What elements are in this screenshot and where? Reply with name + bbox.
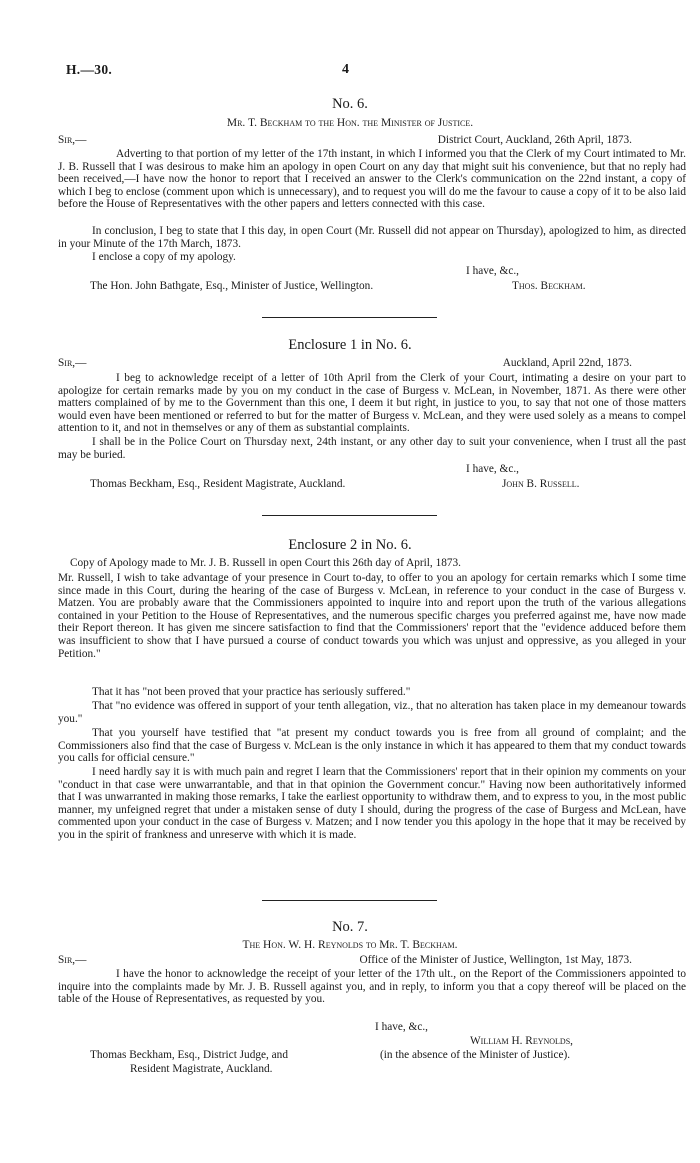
page-number: 4 — [342, 62, 349, 77]
enc1-closing: I have, &c., — [466, 463, 520, 475]
enc2-paragraph-3: That "no evidence was offered in support of your tenth allegation, viz., that no alteration has taken place in my demeanour towards you." — [58, 700, 686, 725]
no7-addressee-line-1: Thomas Beckham, Esq., District Judge, and — [90, 1049, 288, 1061]
enclosure-1-title: Enclosure 1 in No. 6. — [288, 337, 412, 353]
no7-from-label: The Hon. W. H. Reynolds to Mr. T. Beckham. — [242, 939, 458, 951]
no6-title: No. 6. — [332, 96, 368, 112]
no7-salutation: Sir,— — [58, 954, 87, 966]
enc2-paragraph-2: That it has "not been proved that your practice has seriously suffered." — [92, 686, 411, 698]
no6-addressee: The Hon. John Bathgate, Esq., Minister of Justice, Wellington. — [90, 280, 374, 292]
report-reference: H.—30. — [66, 62, 113, 77]
no6-paragraph-3: I enclose a copy of my apology. — [92, 251, 236, 263]
enc2-paragraph-4: That you yourself have testified that "at present my conduct towards you is free from all ground of complaint; and the Commissioners also find that the case of Burgess v. McLean is the only instance in which it has appeared to them that my conduct towards you calls for official censure." — [58, 727, 686, 765]
no6-place-date: District Court, Auckland, 26th April, 1873. — [437, 134, 632, 146]
no7-signature: William H. Reynolds, — [470, 1035, 573, 1047]
no7-paragraph-1: I have the honor to acknowledge the receipt of your letter of the 17th ult., on the Report of the Commissioners appointed to inquire into the complaints made by Mr. J. B. Russell against you, and in reply, to inform you that a copy thereof will be placed on the table of the House of Representatives, as requested by you. — [58, 968, 686, 1006]
no6-paragraph-1: Adverting to that portion of my letter of the 17th instant, in which I informed you that the Clerk of my Court intimated to Mr. J. B. Russell that I was desirous to make him an apology in open Court on any day that might suit his convenience, but that no reply had been received,—I have now the honor to report that I received an answer to the Clerk's communication on the 22nd instant, a copy of which I beg to enclose (comment upon which is unnecessary), and to request you will do me the favour to cause a copy of it to be also laid before the House of Representatives with the other papers and letters connected with this case. — [58, 148, 686, 211]
enc2-paragraph-5: I need hardly say it is with much pain and regret I learn that the Commissioners' report that in their opinion my comments on your "conduct in that case were unwarrantable, and that in that opinion the Government concur." Having now been authoritatively informed that I was unwarranted in making those remarks, I take the earliest opportunity to withdraw them, and to express to you, in the most public manner, my unfeigned regret that under a mistaken sense of duty I should, during the progress of the case of Burgess and McLean, have commented upon your conduct in the case of Burgess v. Matzen; and I now tender you this apology in the hope that it may be received by you in the spirit of frankness and unreserve with which it is made. — [58, 766, 686, 841]
enc1-place-date: Auckland, April 22nd, 1873. — [502, 357, 632, 369]
enclosure-2-title: Enclosure 2 in No. 6. — [288, 537, 412, 553]
enc1-addressee: Thomas Beckham, Esq., Resident Magistrate, Auckland. — [90, 478, 346, 490]
section-divider — [262, 900, 437, 901]
no6-closing: I have, &c., — [466, 265, 520, 277]
no7-closing: I have, &c., — [375, 1021, 429, 1033]
no7-addressee-line-2: Resident Magistrate, Auckland. — [130, 1063, 273, 1075]
enc2-paragraph-1: Mr. Russell, I wish to take advantage of your presence in Court to-day, to offer to you an apology for certain remarks which I some time since made in this Court, during the hearing of the case of Burgess v. McLean, in reference to your conduct in the case of Burgess v. Matzen. You are probably aware that the Commissioners appointed to inquire into and report upon the truth of the various allegations contained in your Petition to the House of Representatives, and the numerous specific charges you preferred against me, have now made their Report thereon. It has given me sincere satisfaction to find that the Commissioners' report that the "evidence adduced before them was insufficient to show that I have pursued a course of conduct towards you which was unjust and oppressive, as you alleged in your Petition." — [58, 572, 686, 660]
no7-place-date: Office of the Minister of Justice, Wellington, 1st May, 1873. — [359, 954, 632, 966]
no7-signature-note: (in the absence of the Minister of Justice). — [380, 1049, 571, 1061]
enc1-salutation: Sir,— — [58, 357, 87, 369]
enc1-paragraph-1: I beg to acknowledge receipt of a letter of 10th April from the Clerk of your Court, intimating a desire on your part to apologize for certain remarks made by you on my conduct in the case of Burgess v. McLean, in November, 1871. As there were other matters complained of by me to the Government than this one, I deem it but right, in justice to you, to say that not one of those matters would even have been mentioned or referred to but for the matter of Burgess v. McLean, and they were used solely as a means to compel attention to it, and not in themselves or any of them as substantial complaints. — [58, 372, 686, 435]
no6-from-label: Mr. T. Beckham to the Hon. the Minister of Justice. — [226, 117, 474, 129]
enc1-signature: John B. Russell. — [502, 478, 580, 490]
no6-paragraph-2: In conclusion, I beg to state that I this day, in open Court (Mr. Russell did not appear on Thursday), apologized to him, as directed in your Minute of the 17th March, 1873. — [58, 225, 686, 250]
no6-signature: Thos. Beckham. — [512, 280, 586, 292]
section-divider — [262, 317, 437, 318]
enc1-paragraph-2: I shall be in the Police Court on Thursday next, 24th instant, or any other day to suit your convenience, when I trust all the past may be buried. — [58, 436, 686, 461]
no7-title: No. 7. — [332, 919, 368, 935]
no6-salutation: Sir,— — [58, 134, 87, 146]
section-divider — [262, 515, 437, 516]
enc2-intro: Copy of Apology made to Mr. J. B. Russell in open Court this 26th day of April, 1873. — [70, 557, 461, 569]
